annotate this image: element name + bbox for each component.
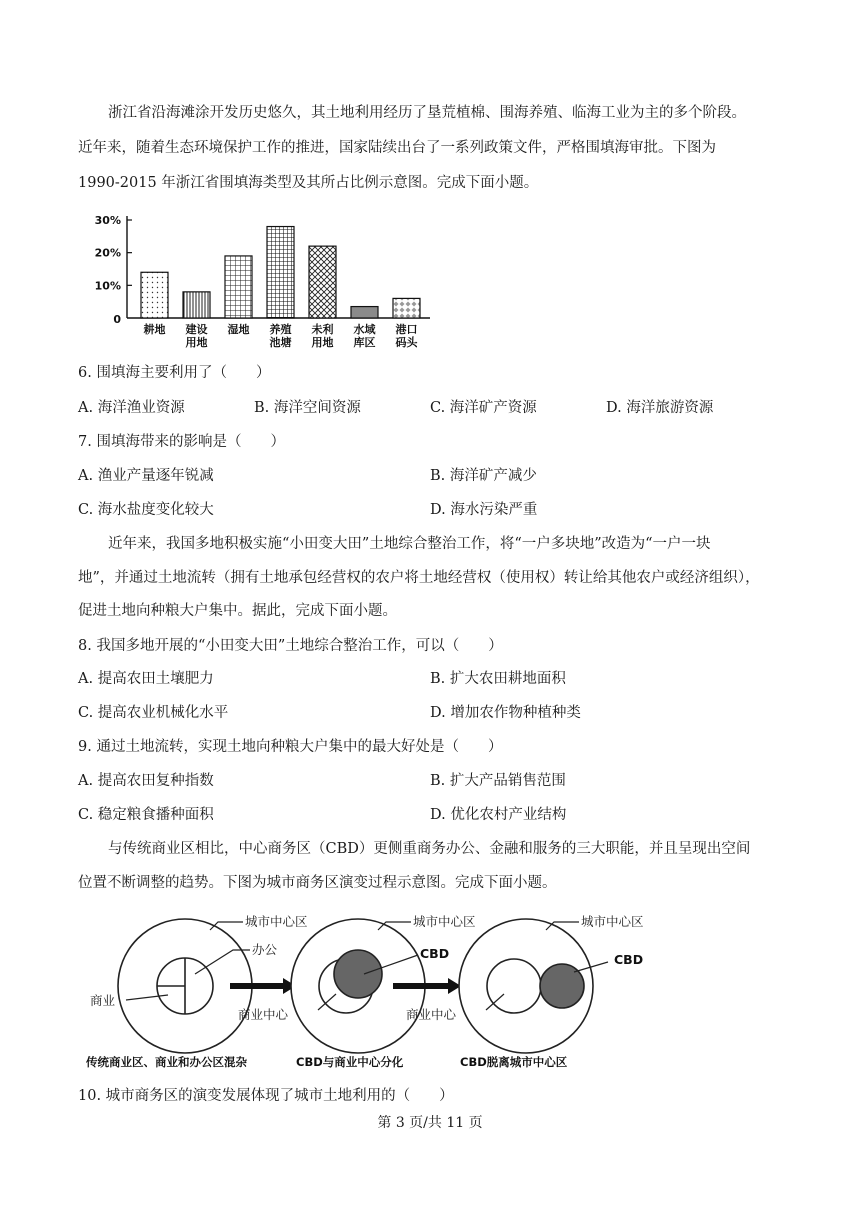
chart-category-label: 码头	[395, 336, 418, 349]
chart-category-label: 水域	[353, 323, 376, 336]
chart-bar-3	[225, 256, 252, 318]
passage3-line-2: 位置不断调整的趋势。下图为城市商务区演变过程示意图。完成下面小题。	[78, 875, 557, 891]
question-9-option-b[interactable]: B. 扩大产品销售范围	[430, 773, 566, 789]
question-7-option-b[interactable]: B. 海洋矿产减少	[430, 468, 537, 484]
stage1-caption: 传统商业区、商业和办公区混杂	[86, 1055, 247, 1069]
chart-category-label: 未利	[311, 323, 334, 336]
question-8-option-c[interactable]: C. 提高农业机械化水平	[78, 705, 229, 721]
chart-bar-1	[141, 272, 168, 318]
question-8-option-d[interactable]: D. 增加农作物种植种类	[430, 705, 581, 721]
chart-y-tick-label: 10%	[94, 279, 121, 293]
stage2-commercial-center-label: 商业中心	[238, 1007, 289, 1022]
stage1-city-center-label: 城市中心区	[245, 914, 308, 929]
stage3-city-center-label: 城市中心区	[581, 914, 644, 929]
question-9-option-c[interactable]: C. 稳定粮食播种面积	[78, 807, 214, 823]
chart-bar-5	[309, 246, 336, 318]
chart-category-label: 港口	[395, 323, 418, 336]
chart-category-label: 用地	[185, 336, 208, 349]
passage1-line-2: 近年来，随着生态环境保护工作的推进，国家陆续出台了一系列政策文件，严格围填海审批。下图为	[78, 140, 716, 156]
question-6-stem: 6. 围填海主要利用了（ ）	[78, 365, 271, 381]
chart-category-label: 建设	[185, 323, 208, 336]
question-8-option-a[interactable]: A. 提高农田土壤肥力	[78, 671, 214, 687]
stage3-cbd-label: CBD	[614, 952, 644, 967]
page-footer: 第 3 页/共 11 页	[377, 1115, 483, 1131]
stage2-cbd-label: CBD	[420, 946, 450, 961]
question-7-option-d[interactable]: D. 海水污染严重	[430, 502, 538, 518]
question-8-option-b[interactable]: B. 扩大农田耕地面积	[430, 671, 566, 687]
question-6-option-c[interactable]: C. 海洋矿产资源	[430, 400, 537, 416]
question-9-option-d[interactable]: D. 优化农村产业结构	[430, 807, 567, 823]
chart-bar-7	[393, 298, 420, 318]
stage1-office-label: 办公	[252, 942, 278, 957]
stage3-commercial-center-label: 商业中心	[406, 1007, 457, 1022]
question-6-option-d[interactable]: D. 海洋旅游资源	[606, 400, 714, 416]
passage1-line-3: 1990-2015 年浙江省围填海类型及其所占比例示意图。完成下面小题。	[78, 175, 539, 191]
chart-category-label: 养殖	[269, 323, 292, 336]
passage2-line-2: 地”，并通过土地流转（拥有土地承包经营权的农户将土地经营权（使用权）转让给其他农户或经济组织），	[78, 570, 760, 586]
stage2-cbd-circle	[334, 950, 382, 998]
question-9-stem: 9. 通过土地流转，实现土地向种粮大户集中的最大好处是（ ）	[78, 739, 503, 755]
land-use-bar-chart	[75, 205, 455, 355]
chart-bar-2	[183, 292, 210, 318]
question-7-option-c[interactable]: C. 海水盐度变化较大	[78, 502, 214, 518]
stage3-commercial-center-circle	[487, 959, 541, 1013]
chart-category-label: 湿地	[227, 323, 250, 336]
question-6-option-b[interactable]: B. 海洋空间资源	[254, 400, 361, 416]
chart-category-label: 耕地	[143, 323, 166, 336]
passage3-line-1: 与传统商业区相比，中心商务区（CBD）更侧重商务办公、金融和服务的三大职能，并且呈现出空间	[108, 841, 751, 857]
question-10-stem: 10. 城市商务区的演变发展体现了城市土地利用的（ ）	[78, 1088, 454, 1104]
stage2-caption: CBD与商业中心分化	[296, 1055, 404, 1069]
stage3-caption: CBD脱离城市中心区	[460, 1055, 568, 1069]
chart-category-label: 池塘	[269, 336, 292, 349]
question-9-option-a[interactable]: A. 提高农田复种指数	[78, 773, 214, 789]
chart-category-label: 库区	[353, 336, 376, 349]
question-6-option-a[interactable]: A. 海洋渔业资源	[78, 400, 185, 416]
question-8-stem: 8. 我国多地开展的“小田变大田”土地综合整治工作，可以（ ）	[78, 638, 503, 654]
chart-bar-4	[267, 227, 294, 318]
chart-y-tick-label: 0	[113, 313, 121, 326]
chart-category-label: 用地	[311, 336, 334, 349]
chart-y-tick-label: 30%	[94, 214, 121, 227]
cbd-evolution-diagram	[78, 900, 678, 1080]
stage1-commerce-label: 商业	[90, 993, 116, 1008]
chart-bar-6	[351, 307, 378, 318]
question-7-stem: 7. 围填海带来的影响是（ ）	[78, 434, 285, 450]
passage2-line-1: 近年来，我国多地积极实施“小田变大田”土地综合整治工作，将“一户多块地”改造为“一户一块	[108, 536, 711, 552]
stage2-city-center-label: 城市中心区	[413, 914, 476, 929]
chart-y-tick-label: 20%	[94, 246, 121, 260]
passage1-line-1: 浙江省沿海滩涂开发历史悠久，其土地利用经历了垦荒植棉、围海养殖、临海工业为主的多个阶段。	[108, 105, 746, 121]
question-7-option-a[interactable]: A. 渔业产量逐年锐减	[78, 468, 214, 484]
passage2-line-3: 促进土地向种粮大户集中。据此，完成下面小题。	[78, 603, 397, 619]
